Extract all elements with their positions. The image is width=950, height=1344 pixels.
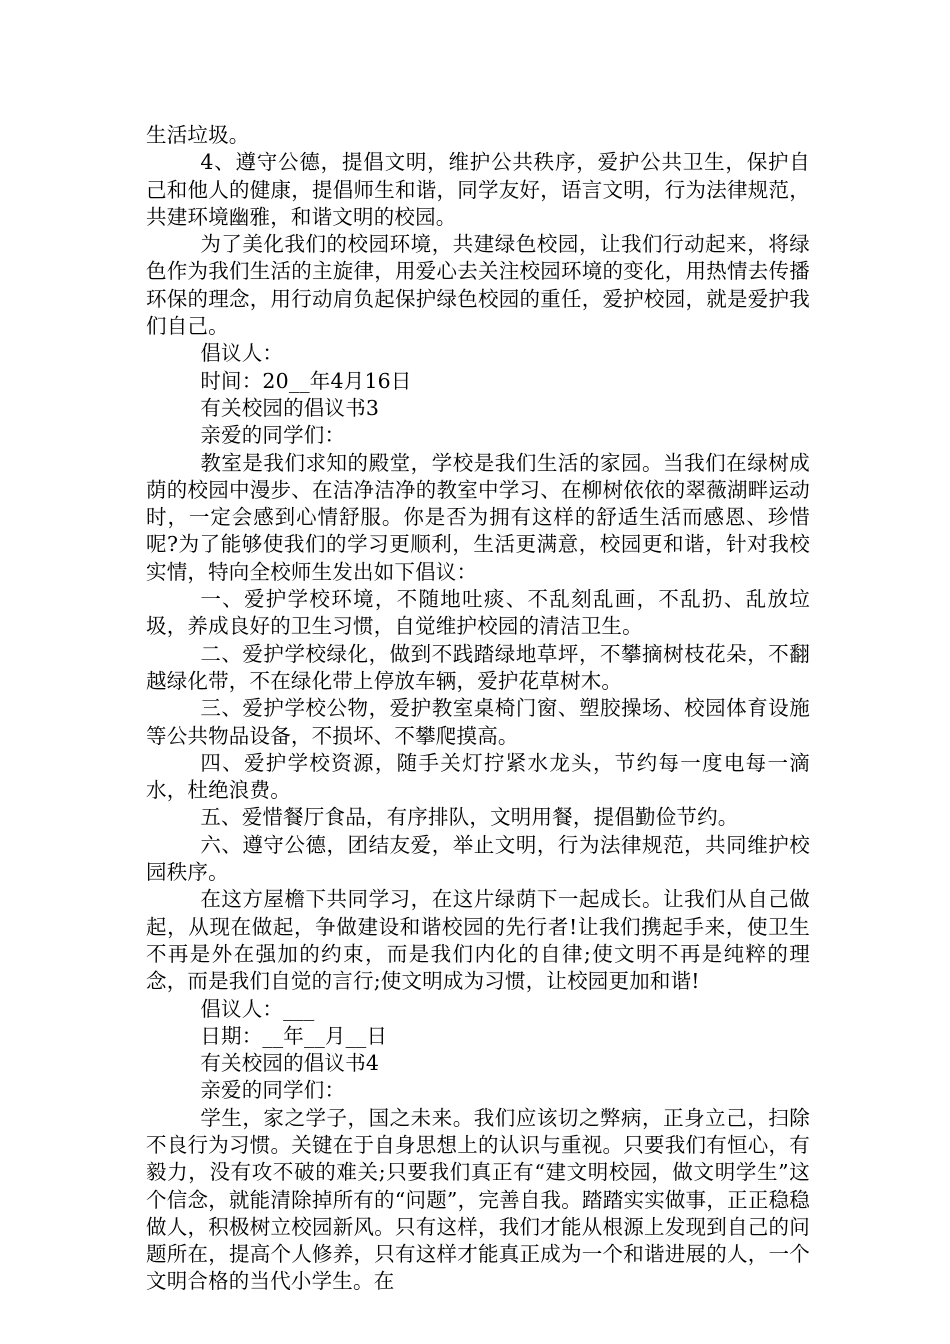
document-paragraph: 倡议人：___ xyxy=(200,996,315,1021)
document-paragraph: 一、爱护学校环境，不随地吐痰、不乱刻乱画，不乱扔、乱放垃圾，养成良好的卫生习惯，自觉维护校园的清洁卫生。 xyxy=(146,587,810,639)
document-paragraph: 4、遵守公德，提倡文明，维护公共秩序，爱护公共卫生，保护自己和他人的健康，提倡师生和谐，同学友好，语言文明，行为法律规范，共建环境幽雅，和谐文明的校园。 xyxy=(146,150,810,229)
document-paragraph: 亲爱的同学们： xyxy=(200,423,346,448)
document-paragraph: 时间：20__年4月16日 xyxy=(200,368,412,393)
document-paragraph: 为了美化我们的校园环境，共建绿色校园，让我们行动起来，将绿色作为我们生活的主旋律，用爱心去关注校园环境的变化，用热情去传播环保的理念，用行动肩负起保护绿色校园的重任，爱护校园，就是爱护我们自己。 xyxy=(146,232,810,339)
document-paragraph: 倡议人： xyxy=(200,341,284,366)
document-paragraph: 二、爱护学校绿化，做到不践踏绿地草坪，不攀摘树枝花朵，不翻越绿化带，不在绿化带上停放车辆，爱护花草树木。 xyxy=(146,641,810,693)
document-paragraph: 日期：__年__月__日 xyxy=(200,1023,388,1048)
document-paragraph: 五、爱惜餐厅食品，有序排队，文明用餐，提倡勤俭节约。 xyxy=(200,805,739,830)
document-paragraph: 有关校园的倡议书4 xyxy=(200,1051,380,1076)
document-paragraph: 学生，家之学子，国之未来。我们应该切之弊病，正身立己，扫除不良行为习惯。关键在于自身思想上的认识与重视。只要我们有恒心，有毅力，没有攻不破的难关;只要我们真正有“建文明校园，做文明学生”这个信念，就能清除掉所有的“问题”，完善自我。踏踏实实做事，正正稳稳做人，积极树立校园新风。只有这样，我们才能从根源上发现到自己的问题所在，提高个人修养，只有这样才能真正成为一个和谐进展的人，一个文明合格的当代小学生。在 xyxy=(146,1105,810,1294)
document-page xyxy=(146,122,810,1296)
document-paragraph: 三、爱护学校公物，爱护教室桌椅门窗、塑胶操场、校园体育设施等公共物品设备，不损坏、不攀爬摸高。 xyxy=(146,696,810,748)
document-paragraph: 亲爱的同学们： xyxy=(200,1078,346,1103)
document-paragraph: 有关校园的倡议书3 xyxy=(200,395,380,420)
document-paragraph: 六、遵守公德，团结友爱，举止文明，行为法律规范，共同维护校园秩序。 xyxy=(146,832,810,885)
document-paragraph: 四、爱护学校资源，随手关灯拧紧水龙头，节约每一度电每一滴水，杜绝浪费。 xyxy=(146,750,810,803)
document-paragraph: 教室是我们求知的殿堂，学校是我们生活的家园。当我们在绿树成荫的校园中漫步、在洁净洁净的教室中学习、在柳树依依的翠薇湖畔运动时，一定会感到心情舒服。你是否为拥有这样的舒适生活而感恩、珍惜呢?为了能够使我们的学习更顺利，生活更满意，校园更和谐，针对我校实情，特向全校师生发出如下倡议： xyxy=(146,450,810,584)
document-paragraph: 在这方屋檐下共同学习，在这片绿荫下一起成长。让我们从自己做起，从现在做起，争做建设和谐校园的先行者!让我们携起手来，使卫生不再是外在强加的约束，而是我们内化的自律;使文明不再是纯粹的理念，而是我们自觉的言行;使文明成为习惯，让校园更加和谐! xyxy=(146,887,810,994)
document-paragraph: 生活垃圾。 xyxy=(146,123,250,147)
